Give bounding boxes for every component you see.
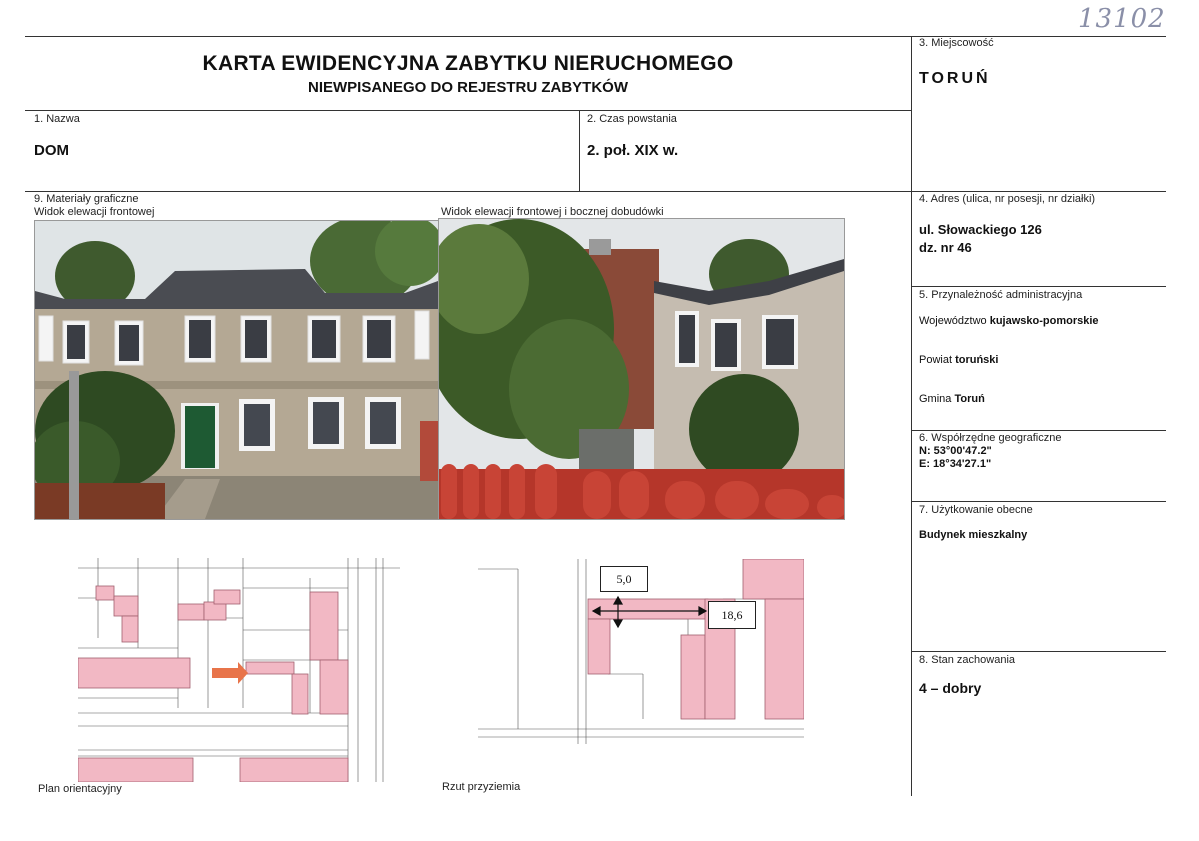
orientation-plan-map <box>78 558 400 782</box>
row1-bottom-line <box>25 191 1166 192</box>
right-row-line-4 <box>911 651 1166 652</box>
right-row-line-3 <box>911 501 1166 502</box>
dimension-length-box: 18,6 <box>708 601 756 629</box>
czas-label: 2. Czas powstania <box>587 113 677 125</box>
uzytkowanie-value: Budynek mieszkalny <box>919 529 1028 541</box>
gmina-line: Gmina Toruń <box>919 393 985 405</box>
photo1-caption: Widok elewacji frontowej <box>34 206 155 218</box>
dimension-width-box: 5,0 <box>600 566 648 592</box>
front-elevation-photo <box>34 220 439 520</box>
adres-line2: dz. nr 46 <box>919 240 972 255</box>
przynaleznosc-label: 5. Przynależność administracyjna <box>919 289 1083 301</box>
right-row-line-1 <box>911 286 1166 287</box>
plan-caption: Plan orientacyjny <box>38 783 122 795</box>
stan-label: 8. Stan zachowania <box>919 654 1016 666</box>
right-row-line-2 <box>911 430 1166 431</box>
card-title: KARTA EWIDENCYJNA ZABYTKU NIERUCHOMEGO <box>202 52 734 75</box>
uzytkowanie-label: 7. Użytkowanie obecne <box>919 504 1033 516</box>
powiat-line: Powiat toruński <box>919 354 999 366</box>
nazwa-value: DOM <box>34 142 69 159</box>
wojewodztwo-line: Województwo kujawsko-pomorskie <box>919 315 1099 327</box>
rzut-caption: Rzut przyziemia <box>442 781 521 793</box>
top-border <box>25 36 1166 37</box>
wspolrzedne-label: 6. Współrzędne geograficzne <box>919 432 1062 444</box>
nazwa-label: 1. Nazwa <box>34 113 80 125</box>
name-date-divider <box>579 110 580 191</box>
handwritten-number: 13102 <box>1078 4 1166 34</box>
stan-value: 4 – dobry <box>919 680 982 696</box>
miejscowosc-label: 3. Miejscowość <box>919 37 994 49</box>
adres-label: 4. Adres (ulica, nr posesji, nr działki) <box>919 193 1096 205</box>
czas-value: 2. poł. XIX w. <box>587 142 679 159</box>
miejscowosc-value: TORUŃ <box>919 70 991 87</box>
header-bottom-line <box>25 110 911 111</box>
longitude-value: E: 18°34'27.1" <box>919 458 992 470</box>
card-subtitle: NIEWPISANEGO DO REJESTRU ZABYTKÓW <box>307 79 629 96</box>
latitude-value: N: 53°00'47.2" <box>919 445 992 457</box>
adres-line1: ul. Słowackiego 126 <box>919 222 1042 237</box>
side-elevation-photo <box>438 218 845 520</box>
photo2-caption: Widok elewacji frontowej i bocznej dobudówki <box>441 206 664 218</box>
materialy-label: 9. Materiały graficzne <box>34 193 139 205</box>
right-column-divider <box>911 36 912 796</box>
